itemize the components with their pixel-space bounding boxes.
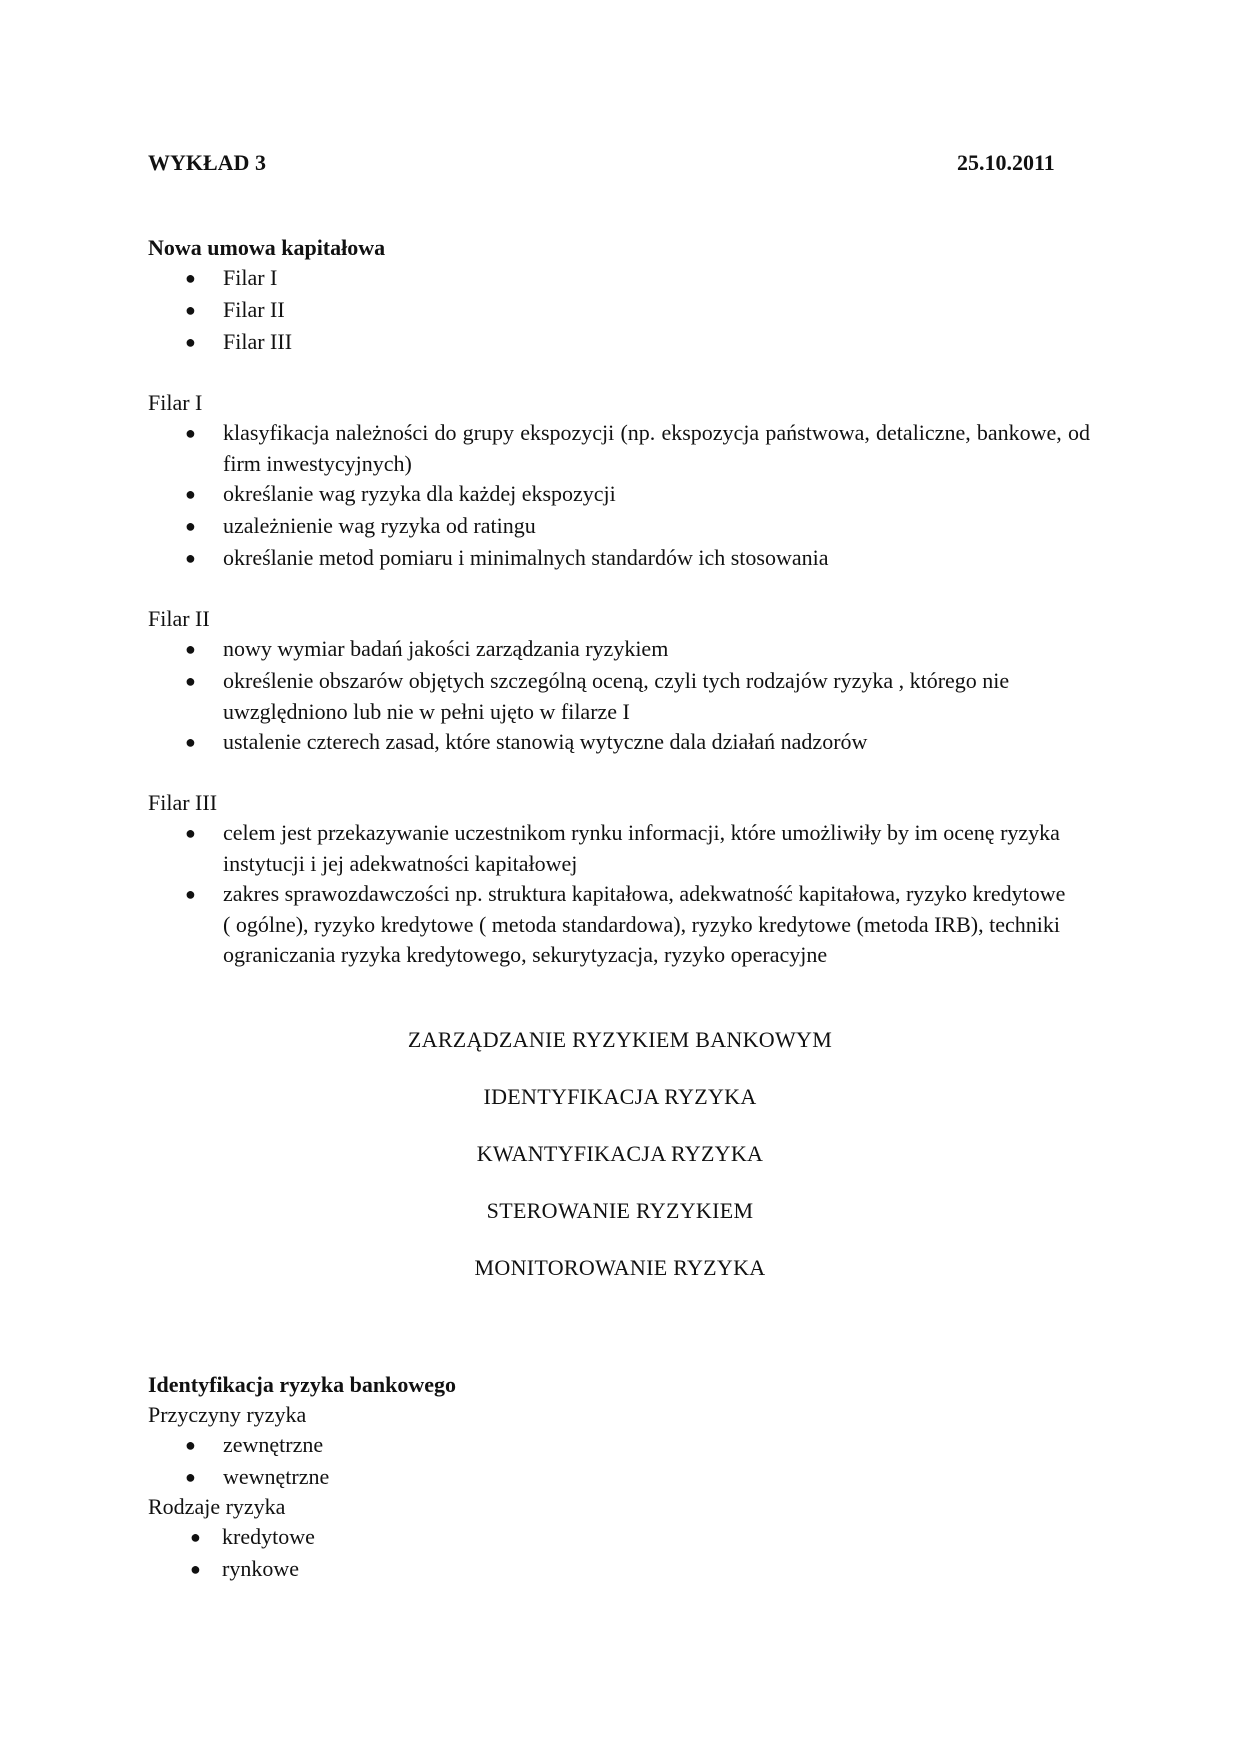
- centered-heading-monitoring: MONITOROWANIE RYZYKA: [474, 1255, 766, 1280]
- types-label: Rodzaje ryzyka: [148, 1494, 286, 1519]
- centered-heading-risk-management: ZARZĄDZANIE RYZYKIEM BANKOWYM: [407, 1027, 833, 1052]
- bullet-icon: [185, 1430, 215, 1461]
- bullet-icon: [185, 727, 215, 758]
- bullet-icon: [185, 1462, 215, 1493]
- bullet-icon: [190, 1554, 220, 1585]
- section-heading-identification: Identyfikacja ryzyka bankowego: [148, 1372, 457, 1397]
- filar3-heading: Filar III: [148, 790, 218, 815]
- bullet-icon: [185, 666, 215, 697]
- bullet-icon: [185, 818, 215, 849]
- bullet-icon: [185, 295, 215, 326]
- filar1-heading: Filar I: [148, 390, 203, 415]
- centered-heading-control: STEROWANIE RYZYKIEM: [486, 1198, 754, 1223]
- bullet-icon: [185, 263, 215, 294]
- lecture-title: WYKŁAD 3: [148, 150, 266, 175]
- centered-heading-quantification: KWANTYFIKACJA RYZYKA: [476, 1141, 764, 1166]
- lecture-date: 25.10.2011: [957, 150, 1055, 175]
- bullet-icon: [185, 479, 215, 510]
- section-heading-new-capital-accord: Nowa umowa kapitałowa: [148, 235, 386, 260]
- bullet-icon: [185, 418, 215, 449]
- bullet-icon: [185, 543, 215, 574]
- document-page: WYKŁAD 3 25.10.2011 Nowa umowa kapitałowa ● Filar I ● Filar II ● Filar III Filar I ● klasyfikacja należności do grupy ekspozycji (np. ekspozycja państwowa, detaliczne, bankowe, od firm inwestycyjnych) ● określanie wag ryzyka dla każdej ekspozycji ● uzależnienie wag ryzyka od ratingu ● określanie metod pomiaru i minimalnych standardów ich stosowania Filar II ● nowy wymiar badań jakości zarządzania ryzykiem ● określenie obszarów objętych szczególną oceną, czyli tych rodzajów ryzyka , którego nie uwzględniono lub nie w pełni ujęto w filarze I ● ustalenie czterech zasad, które stanowią wytyczne dala działań nadzorów Filar III ● celem jest przekazywanie uczestnikom rynku informacji, które umożliwiły by im ocenę ryzyka instytucji i jej adekwatności kapitałowej ● zakres sprawozdawczości np. struktura kapitałowa, adekwatność kapitałowa, ryzyko kredytowe ( ogólne), ryzyko kredytowe ( metoda standardowa), ryzyko kredytowe (metoda IRB), techniki ograniczania ryzyka kredytowego, sekurytyzacja, ryzyko operacyjne ZARZĄDZANIE RYZYKIEM BANKOWYM IDENTYFIKACJA RYZYKA KWANTYFIKACJA RYZYKA STEROWANIE RYZYKIEM MONITOROWANIE RYZYKA Identyfikacja ryzyka bankowego Przyczyny ryzyka ● zewnętrzne ● wewnętrzne Rodzaje ryzyka ● kredytowe ● rynkowe: [0, 0, 1240, 1754]
- bullet-icon: [185, 511, 215, 542]
- bullet-icon: [185, 879, 215, 910]
- causes-label: Przyczyny ryzyka: [148, 1402, 307, 1427]
- bullet-icon: [185, 327, 215, 358]
- filar2-heading: Filar II: [148, 606, 210, 631]
- bullet-icon: [190, 1522, 220, 1553]
- centered-heading-identification: IDENTYFIKACJA RYZYKA: [483, 1084, 757, 1109]
- bullet-icon: [185, 634, 215, 665]
